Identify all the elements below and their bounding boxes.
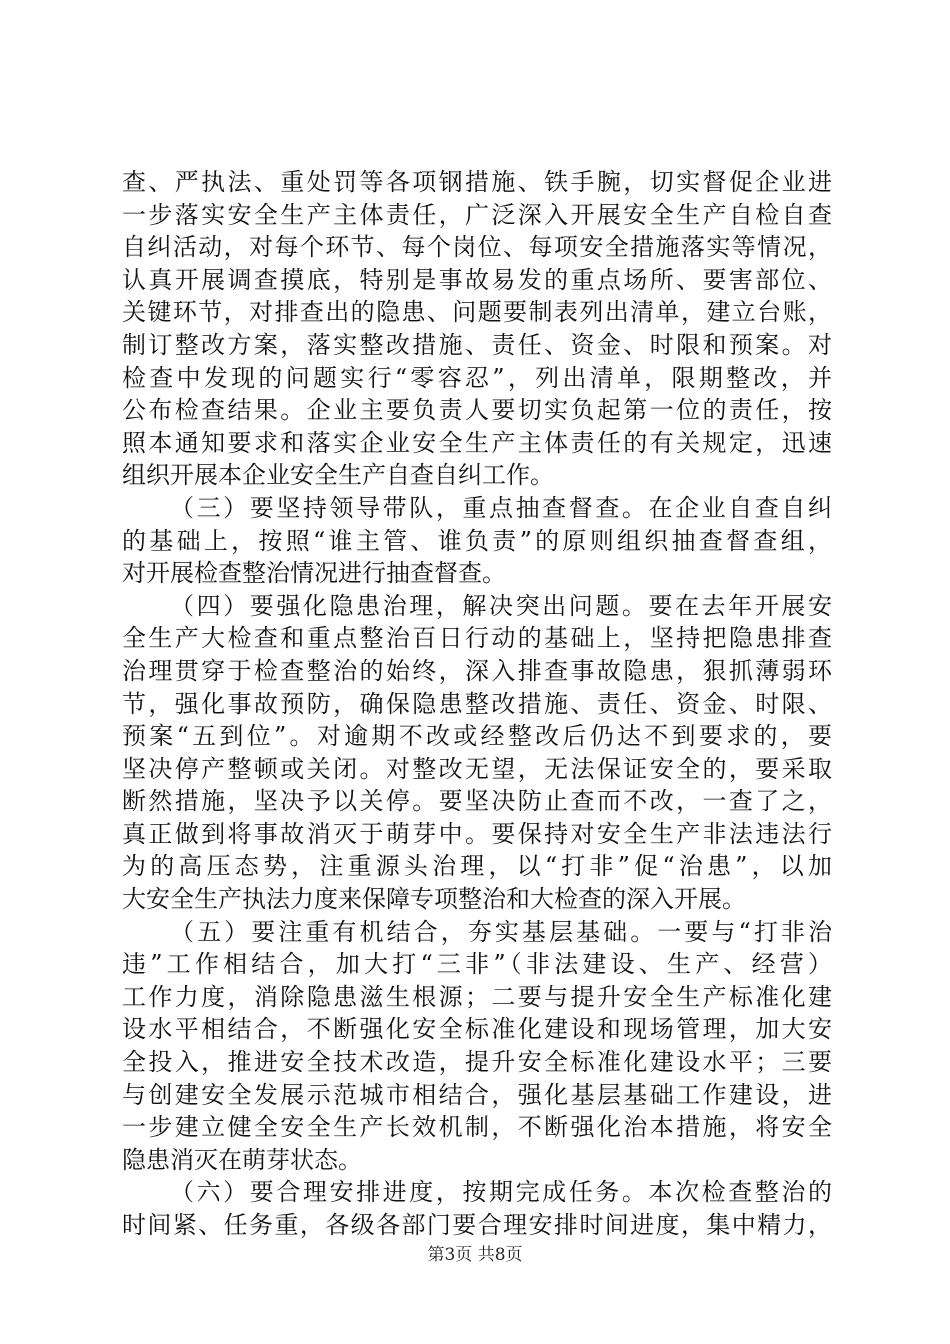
text-line: 全投入，推进安全技术改造，提升安全标准化建设水平；三要 [122, 1048, 832, 1077]
text-line: 的基础上，按照“谁主管、谁负责”的原则组织抽查督查组， [122, 526, 832, 555]
text-line: 全生产大检查和重点整治百日行动的基础上，坚持把隐患排查 [122, 624, 832, 653]
text-line: 断然措施，坚决予以关停。要坚决防止查而不改，一查了之， [122, 787, 832, 816]
text-line: 查、严执法、重处罚等各项钢措施、铁手腕，切实督促企业进 [122, 168, 832, 196]
text-line: 认真开展调查摸底，特别是事故易发的重点场所、要害部位、 [122, 265, 832, 294]
text-line: 坚决停产整顿或关闭。对整改无望，无法保证安全的，要采取 [122, 754, 832, 783]
document-body [122, 166, 832, 1242]
text-line: 为的高压态势，注重源头治理，以“打非”促“治患”，以加 [122, 852, 832, 881]
text-line: 与创建安全发展示范城市相结合，强化基层基础工作建设，进 [122, 1080, 832, 1109]
text-line: 对开展检查整治情况进行抽查督查。 [122, 559, 506, 588]
text-line: （三）要坚持领导带队，重点抽查督查。在企业自查自纠 [170, 493, 832, 522]
text-line: 时间紧、任务重，各级各部门要合理安排时间进度，集中精力， [122, 1211, 832, 1239]
text-line: 自纠活动，对每个环节、每个岗位、每项安全措施落实等情况， [122, 233, 832, 262]
text-line: 公布检查结果。企业主要负责人要切实负起第一位的责任，按 [122, 396, 832, 425]
page-number: 第3页 共8页 [427, 1245, 523, 1265]
text-line: 违”工作相结合，加大打“三非”（非法建设、生产、经营） [122, 950, 832, 979]
text-line: （六）要合理安排进度，按期完成任务。本次检查整治的 [170, 1178, 832, 1207]
text-line: 真正做到将事故消灭于萌芽中。要保持对安全生产非法违法行 [122, 819, 832, 848]
text-line: 设水平相结合，不断强化安全标准化建设和现场管理，加大安 [122, 1015, 832, 1044]
text-line: （四）要强化隐患治理，解决突出问题。要在去年开展安 [170, 591, 832, 620]
text-line: 检查中发现的问题实行“零容忍”，列出清单，限期整改，并 [122, 363, 832, 392]
text-line: 关键环节，对排查出的隐患、问题要制表列出清单，建立台账， [122, 298, 832, 327]
text-line: 一步落实安全生产主体责任，广泛深入开展安全生产自检自查 [122, 200, 832, 229]
text-line: 一步建立健全安全生产长效机制，不断强化治本措施，将安全 [122, 1113, 832, 1142]
text-line: 组织开展本企业安全生产自查自纠工作。 [122, 461, 554, 490]
text-line: 工作力度，消除隐患滋生根源；二要与提升安全生产标准化建 [122, 982, 832, 1011]
text-line: （五）要注重有机结合，夯实基层基础。一要与“打非治 [170, 917, 832, 946]
text-line: 隐患消灭在萌芽状态。 [122, 1145, 362, 1174]
text-line: 制订整改方案，落实整改措施、责任、资金、时限和预案。对 [122, 330, 832, 359]
text-line: 节，强化事故预防，确保隐患整改措施、责任、资金、时限、 [122, 689, 832, 718]
text-line: 照本通知要求和落实企业安全生产主体责任的有关规定，迅速 [122, 428, 832, 457]
text-line: 治理贯穿于检查整治的始终，深入排查事故隐患，狠抓薄弱环 [122, 656, 832, 685]
text-line: 预案“五到位”。对逾期不改或经整改后仍达不到要求的，要 [122, 722, 832, 751]
text-line: 大安全生产执法力度来保障专项整治和大检查的深入开展。 [122, 885, 746, 914]
page-footer [0, 1244, 950, 1266]
